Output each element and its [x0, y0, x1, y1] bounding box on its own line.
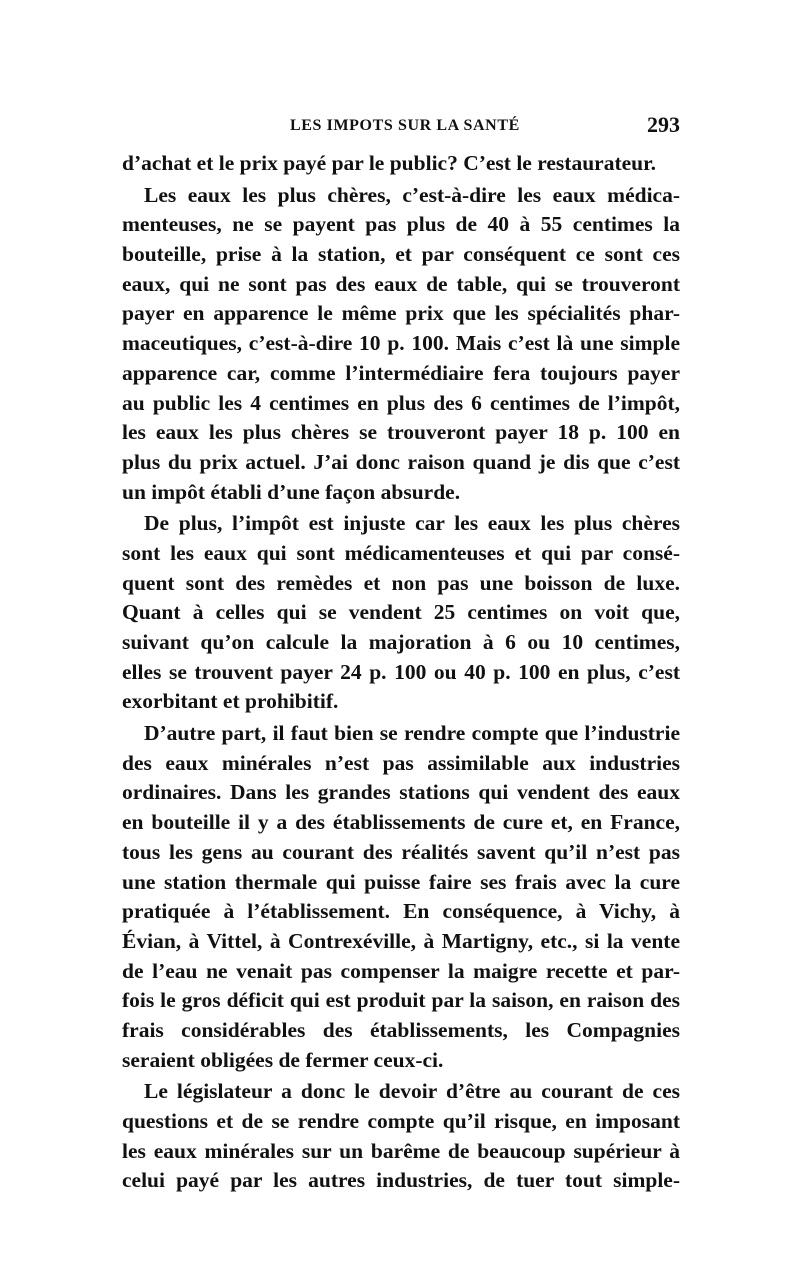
text-line: fois le gros déficit qui est produit par la saison, en raison des: [122, 988, 680, 1013]
text-line: apparence car, comme l’intermédiaire fera toujours payer: [122, 360, 680, 385]
text-line: menteuses, ne se payent pas plus de 40 à 55 centimes la: [122, 212, 680, 237]
text-line: d’achat et le prix payé par le public? C’est le restaurateur.: [122, 151, 657, 175]
text-line: payer en apparence le même prix que les spécialités phar-: [122, 301, 680, 326]
text-line: D’autre part, il faut bien se rendre compte que l’industrie: [144, 721, 680, 746]
text-line: des eaux minérales n’est pas assimilable aux industries: [122, 750, 680, 775]
text-line: seraient obligées de fermer ceux-ci.: [122, 1047, 444, 1072]
text-line: elles se trouvent payer 24 p. 100 ou 40 p. 100 en plus, c’est: [122, 659, 680, 684]
text-line: Les eaux les plus chères, c’est-à-dire les eaux médica-: [144, 182, 680, 207]
text-line: bouteille, prise à la station, et par conséquent ce sont ces: [122, 242, 680, 267]
text-line: plus du prix actuel. J’ai donc raison quand je dis que c’est: [122, 449, 680, 474]
text-line: questions et de se rendre compte qu’il risque, en imposant: [122, 1109, 680, 1133]
text-line: sont les eaux qui sont médicamenteuses et qui par consé-: [122, 540, 680, 565]
text-line: pratiquée à l’établissement. En conséquence, à Vichy, à: [122, 899, 680, 924]
text-line: frais considérables des établissements, les Compagnies: [122, 1017, 680, 1042]
text-line: au public les 4 centimes en plus des 6 centimes de l’impôt,: [122, 390, 680, 415]
text-line: un impôt établi d’une façon absurde.: [122, 479, 461, 504]
text-line: tous les gens au courant des réalités savent qu’il n’est pas: [122, 839, 680, 864]
text-line: Le législateur a donc le devoir d’être au courant de ces: [144, 1079, 680, 1104]
text-line: maceutiques, c’est-à-dire 10 p. 100. Mais c’est là une simple: [122, 331, 680, 356]
text-line: exorbitant et prohibitif.: [122, 689, 339, 714]
paragraph: [122, 719, 680, 1075]
running-title: LES IMPOTS SUR LA SANTÉ: [290, 117, 520, 134]
paragraph: [122, 181, 680, 508]
text-line: eaux, qui ne sont pas des eaux de table, qui se trouveront: [122, 271, 680, 296]
page-header: [122, 109, 680, 143]
text-line: une station thermale qui puisse faire ses frais avec la cure: [122, 869, 680, 894]
text-line: de l’eau ne venait pas compenser la maigre recette et par-: [122, 958, 680, 983]
paragraph: [122, 1077, 680, 1196]
text-line: De plus, l’impôt est injuste car les eaux les plus chères: [144, 511, 680, 536]
text-line: ordinaires. Dans les grandes stations qui vendent des eaux: [122, 780, 680, 805]
text-line: suivant qu’on calcule la majoration à 6 ou 10 centimes,: [122, 630, 680, 654]
body-text: [122, 149, 680, 1196]
text-line: en bouteille il y a des établissements de cure et, en France,: [122, 810, 680, 835]
paragraph: [122, 509, 680, 717]
text-line: les eaux minérales sur un barême de beaucoup supérieur à: [122, 1138, 680, 1163]
text-line: les eaux les plus chères se trouveront payer 18 p. 100 en: [122, 420, 680, 445]
text-line: Évian, à Vittel, à Contrexéville, à Martigny, etc., si la vente: [122, 928, 680, 953]
text-line: celui payé par les autres industries, de tuer tout simple-: [122, 1168, 680, 1193]
paragraph: [122, 149, 680, 179]
text-line: Quant à celles qui se vendent 25 centimes on voit que,: [122, 600, 680, 625]
text-line: quent sont des remèdes et non pas une boisson de luxe.: [122, 570, 680, 595]
page-number: 293: [647, 112, 680, 137]
